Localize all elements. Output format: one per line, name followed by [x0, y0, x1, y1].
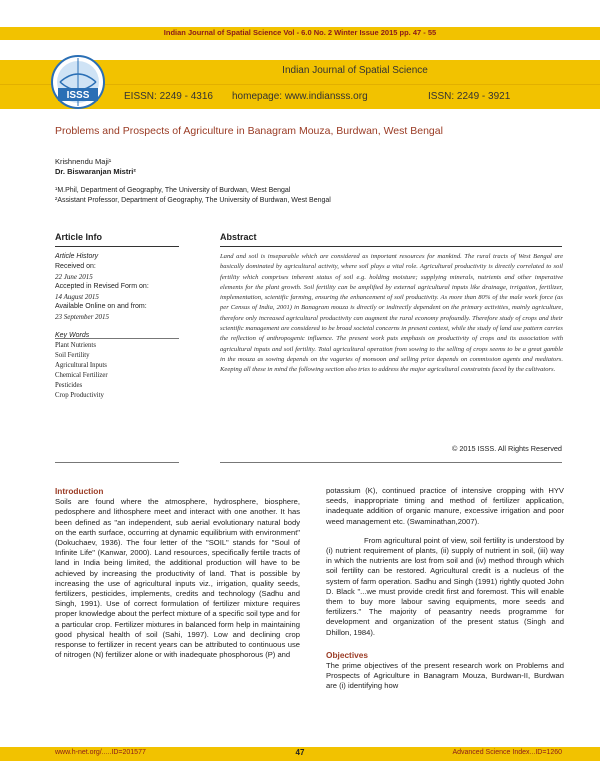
- introduction-paragraph: Soils are found where the atmosphere, hydrosphere, biosphere, pedosphere and lithosphere meet and interact with one another. It has been defined as "an independent, sub aerial evolutionary natural body on the earth surface, occurring at dynamic equilibrium with environment" (Dokuchaev, 1936). The four letter of the "SOIL" stands for "Soul of Infinite Life" (Kanwar, 2000). Land resources, specifically fertile tracts of land in India being limited, the additional production will have to be achieved by increasing the productivity of land. That is possible by increasing the use of agricultural inputs viz., irrigation, quality seeds, fertilizers, pesticides, implements, credits and technology (Sadhu and Singh, 1991). Use of correct formulation of fertilizer mixture requires proper knowledge about the perfect mixture of a specific soil type and for a particular crop. Fertilizer mixtures in balanced form help in maintaining good physical health of soil (Sahi, 1997). Low and declining crop response to fertilizer in recent years can be attributed to continuous use of nitrogen (N) fertilizer alone or with inadequate phosphorous (P) and: [55, 497, 300, 660]
- author-1: Krishnendu Maji¹: [55, 157, 112, 166]
- keyword: Plant Nutrients: [55, 342, 96, 349]
- received-date: 22 June 2015: [55, 273, 93, 281]
- keyword: Pesticides: [55, 382, 83, 389]
- keyword-list: [55, 341, 183, 401]
- article-info-rule: [55, 246, 179, 247]
- abstract-bottom-rule: [220, 462, 562, 463]
- received-label: Received on:: [55, 263, 96, 270]
- footer-link-right[interactable]: Advanced Science Index...ID=1260: [452, 749, 562, 756]
- abstract-rule: [220, 246, 562, 247]
- accepted-label: Accepted in Revised Form on:: [55, 283, 149, 290]
- accepted-date: 14 August 2015: [55, 293, 99, 301]
- introduction-heading: Introduction: [55, 486, 104, 496]
- author-list: [55, 157, 136, 177]
- isss-logo: [50, 52, 106, 114]
- abstract-text: Land and soil is inseparable which are considered as important resources for mankind. The rural tracts of West Bengal are basically dominated by agricultural activity, where soil plays a vital role. Agricultural productivity is directly correlated to soil fertility which comprises inherent status of soil e.g. holding moisture; supplying minerals, nutrients and other imperative elements for the plant growth. Soil fertility can be amplified by external agricultural inputs like drainage, irrigation, fertilizer, implementation, scientific farming, ensuring the enhancement of soil productivity. As more than 80% of the male work force (as per Census of India, 2001) in Banagram mouza is directly or indirectly dependent on the primary activities, mainly agriculture, therefore only increased agricultural productivity can augment the rural economy profoundly. Therefore study of crops and their scientific management are considered to be broad societal concerns in present context, while the study of land use pattern carries the reflection of anthropogenic influence. The present work puts emphasis on productivity of crops and its association with agricultural inputs and soil fertility. Total agricultural operation from sowing to the selling of crops seems to be a great gamble in the mouza as sowing depends on the vagaries of monsoon and selling price depends on commission agents and mediators. Keeping all these in mind the following section also tries to address the major agricultural constraints faced by the cultivators.: [220, 253, 563, 374]
- affiliation-1: ¹M.Phil, Department of Geography, The University of Burdwan, West Bengal: [55, 187, 291, 194]
- online-date: 23 September 2015: [55, 313, 110, 321]
- body-column-right: [326, 486, 564, 692]
- article-info-heading: Article Info: [55, 232, 103, 242]
- body-paragraph: potassium (K), continued practice of intensive cropping with HYV seeds, inappropriate timing and method of fertilizer application, inadequate addition of organic manure, excessive irrigation and poor weed management etc. (Swaminathan,2007).: [326, 486, 564, 526]
- abstract-heading: Abstract: [220, 232, 257, 242]
- info-bottom-rule: [55, 462, 179, 463]
- running-head: Indian Journal of Spatial Science Vol - 6.0 No. 2 Winter Issue 2015 pp. 47 - 55: [163, 28, 437, 37]
- online-label: Available Online on and from:: [55, 303, 147, 310]
- article-title: Problems and Prospects of Agriculture in Banagram Mouza, Burdwan, West Bengal: [55, 125, 443, 137]
- article-info: [55, 252, 183, 401]
- objectives-heading: Objectives: [326, 649, 368, 660]
- author-2: Dr. Biswaranjan Mistri²: [55, 167, 136, 176]
- journal-name: Indian Journal of Spatial Science: [282, 65, 428, 76]
- keyword: Chemical Fertilizer: [55, 372, 108, 379]
- keyword: Soil Fertility: [55, 352, 90, 359]
- logo-text: ISSS: [66, 90, 90, 101]
- copyright-notice: © 2015 ISSS. All Rights Reserved: [451, 444, 562, 453]
- objectives-paragraph: The prime objectives of the present research work on Problems and Prospects of Agriculture in Banagram Mouza, Burdwan-II, Burdwan are (i) identifying how: [326, 661, 564, 691]
- keywords-label: Key Words: [55, 332, 90, 339]
- journal-homepage-link[interactable]: homepage: www.indiansss.org: [232, 91, 368, 102]
- keyword: Agricultural Inputs: [55, 362, 107, 369]
- history-label: Article History: [55, 253, 99, 260]
- keyword: Crop Productivity: [55, 392, 104, 399]
- body-column-left: [55, 486, 300, 660]
- keywords-rule: [55, 338, 179, 339]
- page-number: 47: [295, 748, 305, 757]
- affiliation-list: [55, 186, 331, 206]
- footer-link-left[interactable]: www.h-net.org/.....ID=201577: [55, 749, 146, 756]
- body-paragraph: From agricultural point of view, soil fertility is understood by (i) nutrient requirement of plants, (ii) supply of nutrient in soil, (iii) way in which the nutrients are lost from soil and (iv) method through which soil fertility can be restored. Agricultural credit is a nucleus of the system of farm operation. Sadhu and Singh (1991) rightly quoted John D. Black "...we must provide credit first and foremost. This will enable them to buy more labour saving equipments, more seeds and fertilizers." The majority of peasantry needs programme for development and organization of the present status (Singh and Dhillon, 1984).: [326, 535, 564, 637]
- issn: ISSN: 2249 - 3921: [428, 91, 511, 102]
- eissn: EISSN: 2249 - 4316: [124, 91, 213, 102]
- affiliation-2: ²Assistant Professor, Department of Geography, The University of Burdwan, West Bengal: [55, 197, 331, 204]
